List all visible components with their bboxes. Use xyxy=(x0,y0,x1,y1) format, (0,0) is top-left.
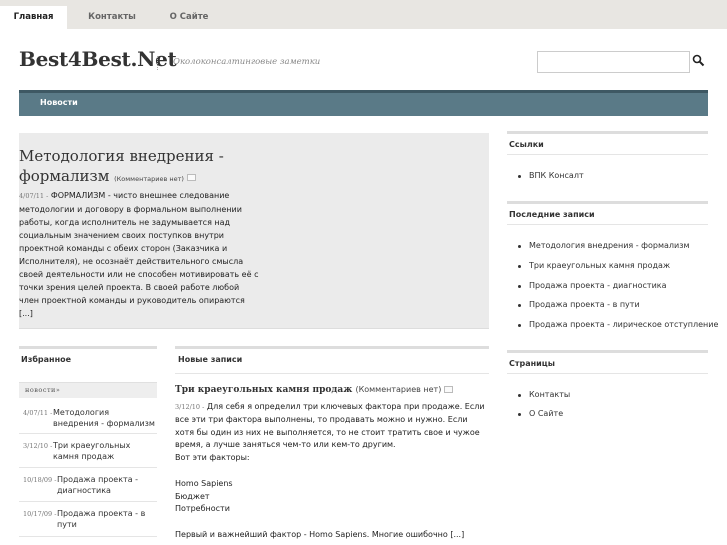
favorites-divider xyxy=(19,501,157,502)
post-closing: Первый и важнейший фактор - Homo Sapiens. Многие ошибочно [...] xyxy=(175,529,465,539)
favorite-item-title[interactable]: Продажа проекта - в пути xyxy=(57,509,146,529)
tab-home-label: Главная xyxy=(13,12,54,22)
post-date: 3/12/10 - xyxy=(175,403,205,411)
favorite-item-date: 4/07/11 - xyxy=(23,409,53,417)
site-logo[interactable]: Best4Best.Net xyxy=(19,47,177,71)
favorite-item-date: 10/17/09 - xyxy=(23,510,57,518)
site-tagline: Околоконсалтинговые заметки xyxy=(173,57,321,67)
favorites-category-label[interactable]: новости» xyxy=(25,386,61,394)
post-body xyxy=(175,401,485,545)
featured-post xyxy=(19,133,489,329)
sidebar-page-item[interactable]: О Сайте xyxy=(529,409,564,418)
favorites-divider xyxy=(19,467,157,468)
sidebar-page-item[interactable]: Контакты xyxy=(529,390,571,399)
sidebar-divider xyxy=(507,224,708,225)
recent-post-item[interactable]: Три краеугольных камня продаж xyxy=(529,261,671,270)
main-nav xyxy=(19,90,708,116)
search-input[interactable] xyxy=(537,51,690,73)
favorite-item-date: 3/12/10 - xyxy=(23,442,53,450)
tab-contacts-label: Контакты xyxy=(88,12,136,22)
comment-icon xyxy=(444,386,453,393)
tab-about-label: О Сайте xyxy=(169,12,209,22)
sidebar-divider xyxy=(507,154,708,155)
recent-post-item[interactable]: Продажа проекта - в пути xyxy=(529,300,640,309)
favorites-divider xyxy=(19,433,157,434)
favorite-item-title[interactable]: Методология внедрения - формализм xyxy=(53,408,155,428)
new-posts-widget xyxy=(175,346,489,545)
featured-post-date: 4/07/11 - xyxy=(19,192,49,200)
tab-about[interactable] xyxy=(157,6,221,29)
favorite-item-title[interactable]: Три краеугольных камня продаж xyxy=(53,441,131,461)
top-nav xyxy=(0,0,727,29)
recent-post-item[interactable]: Продажа проекта - диагностика xyxy=(529,281,667,290)
tab-contacts[interactable] xyxy=(77,6,147,29)
search-icon xyxy=(692,54,706,68)
post-factor: Бюджет xyxy=(175,491,210,501)
favorite-item-title[interactable]: Продажа проекта - диагностика xyxy=(57,475,139,495)
post-factor: Homo Sapiens xyxy=(175,478,233,488)
favorite-item[interactable] xyxy=(23,508,157,530)
featured-post-title[interactable] xyxy=(19,146,249,189)
post-intro: Для себя я определил три ключевых фактора при продаже. Если все эти три фактора выполнены, то продавать можно и нужно. Если хотя бы один из них не выполняется, то не стоит тратить свое и чужое время, а лучше заняться чем-то или кем-то другим. xyxy=(175,402,485,450)
featured-title-text[interactable]: Методология внедрения - формализм xyxy=(19,147,224,185)
tab-home[interactable] xyxy=(0,6,67,29)
pages-widget-title: Страницы xyxy=(507,350,708,368)
comment-icon xyxy=(187,174,196,181)
post-title[interactable] xyxy=(175,385,453,395)
recent-widget-title: Последние записи xyxy=(507,201,708,219)
logo-divider xyxy=(157,56,158,70)
favorite-item[interactable] xyxy=(23,440,157,462)
recent-post-item[interactable]: Продажа проекта - лирическое отступление xyxy=(529,320,719,329)
featured-post-excerpt xyxy=(19,189,259,320)
new-posts-divider xyxy=(175,373,489,374)
favorite-item[interactable] xyxy=(23,407,157,429)
favorites-category[interactable] xyxy=(19,382,157,398)
new-posts-title: Новые записи xyxy=(178,355,243,364)
favorite-item-date: 10/18/09 - xyxy=(23,476,57,484)
favorite-item[interactable] xyxy=(23,474,157,496)
post-title-text[interactable]: Три краеугольных камня продаж xyxy=(175,385,353,395)
sidebar-divider xyxy=(507,373,708,374)
nav-item-news[interactable]: Новости xyxy=(40,98,78,107)
featured-comments-link[interactable]: (Комментариев нет) xyxy=(114,175,184,183)
favorites-widget xyxy=(19,346,157,545)
links-widget-title: Ссылки xyxy=(507,131,708,149)
search-button[interactable] xyxy=(692,53,706,67)
recent-post-item[interactable]: Методология внедрения - формализм xyxy=(529,241,690,250)
featured-excerpt-text: ФОРМАЛИЗМ - чисто внешнее следование методологии и договору в формальном выполнении работы, когда исполнитель не задумывается над социальным значением своих поступков внутри проектной команды с обеих сторон (Заказчика и Исполнителя), не осознаёт действительного смысла своей деятельности или не способен мотивировать её с точки зрения целей проекта. В своей работе любой член проектной команды и руководитель опираются [...] xyxy=(19,191,259,318)
favorites-title: Избранное xyxy=(21,355,72,364)
favorites-divider xyxy=(19,536,157,537)
sidebar-link-item[interactable]: ВПК Консалт xyxy=(529,171,584,180)
post-factors-label: Вот эти факторы: xyxy=(175,453,250,463)
post-comments-link[interactable]: (Комментариев нет) xyxy=(355,385,442,394)
post-factor: Потребности xyxy=(175,504,230,514)
